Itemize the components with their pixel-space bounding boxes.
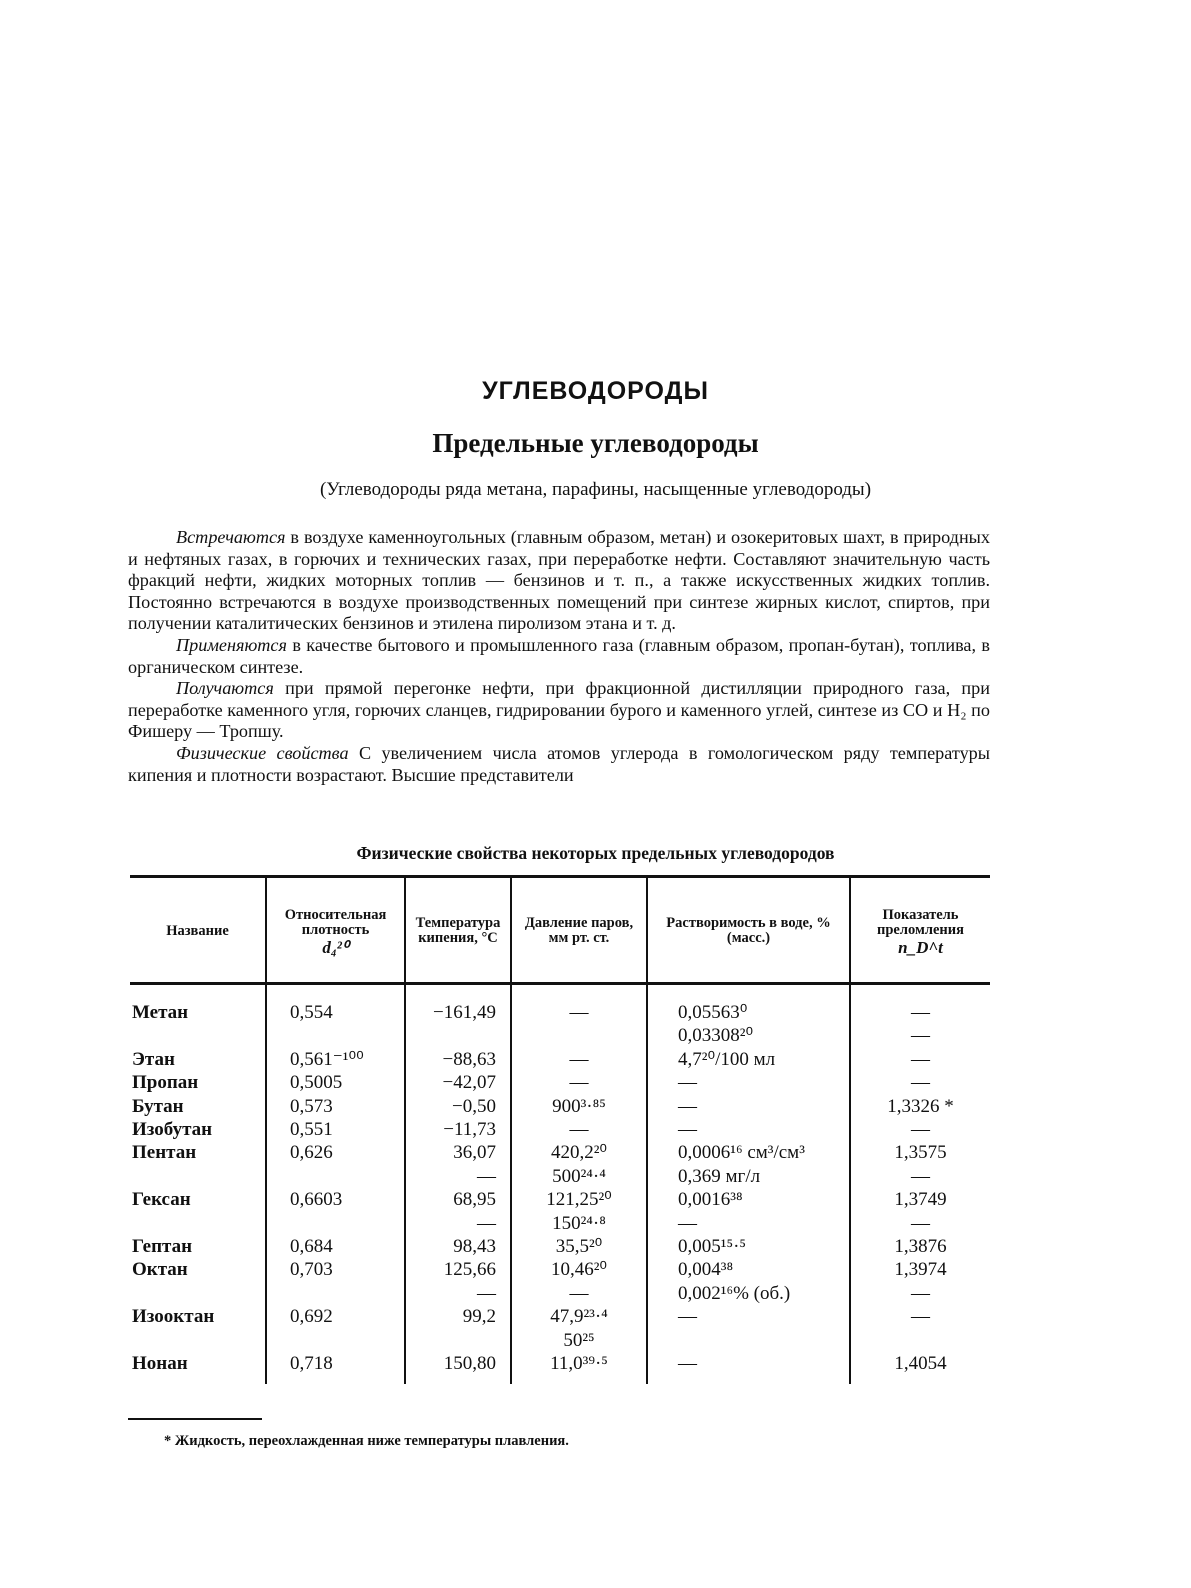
paragraph-applications — [128, 635, 990, 678]
cell-bp: 99,2 — [405, 1305, 511, 1352]
cell-vp: 35,5²⁰ — [511, 1235, 647, 1258]
refractive-index-symbol: n_D^t — [898, 937, 943, 957]
section-title: УГЛЕВОДОРОДЫ — [482, 377, 709, 405]
cell-vp: 11,0³⁹·⁵ — [511, 1352, 647, 1383]
header-vapor-pressure: Давление паров, мм рт. ст. — [511, 877, 647, 984]
cell-vp: 420,2²⁰ 500²⁴·⁴ — [511, 1141, 647, 1188]
cell-sol: 0,0006¹⁶ см³/см³ 0,369 мг/л — [647, 1141, 850, 1188]
table-row — [130, 1095, 990, 1118]
table-row — [130, 1235, 990, 1258]
cell-vp: — — [511, 984, 647, 1048]
cell-ri: — — [850, 1305, 990, 1352]
cell-name: Октан — [132, 1259, 188, 1281]
cell-density: 0,684 — [266, 1235, 405, 1258]
cell-density: 0,718 — [266, 1352, 405, 1383]
subtitle: Предельные углеводороды — [432, 428, 759, 458]
cell-ri: 1,3876 — [850, 1235, 990, 1258]
table-row — [130, 1352, 990, 1383]
cell-vp: 10,46²⁰ — — [511, 1258, 647, 1305]
alternative-names: (Углеводороды ряда метана, парафины, насыщенные углеводороды) — [319, 479, 872, 500]
cell-sol: 4,7²⁰/100 мл — [647, 1048, 850, 1071]
cell-ri: 1,3749 — — [850, 1188, 990, 1235]
table-row — [130, 1071, 990, 1094]
cell-density: 0,626 — [266, 1141, 405, 1188]
cell-ri: — — [850, 1048, 990, 1071]
cell-sol: — — [647, 1071, 850, 1094]
cell-name: Гептан — [132, 1236, 193, 1258]
cell-density: 0,554 — [266, 984, 405, 1048]
cell-ri: 1,4054 — [850, 1352, 990, 1383]
body-text — [128, 527, 990, 786]
paragraph-lead: Встречаются — [176, 527, 286, 547]
density-symbol: d₄²⁰ — [322, 937, 349, 957]
header-boiling-point: Температура кипения, °С — [405, 877, 511, 984]
cell-bp: −161,49 — [405, 984, 511, 1048]
table-header-row — [130, 877, 990, 984]
table-caption: Физические свойства некоторых предельных углеводородов — [356, 843, 835, 863]
header-refractive-index: Показатель преломления n_D^t — [850, 877, 990, 984]
cell-vp: — — [511, 1118, 647, 1141]
cell-vp: 121,25²⁰ 150²⁴·⁸ — [511, 1188, 647, 1235]
cell-sol: 0,0016³⁸ — — [647, 1188, 850, 1235]
cell-vp: — — [511, 1071, 647, 1094]
cell-density: 0,551 — [266, 1118, 405, 1141]
table-body — [130, 984, 990, 1384]
cell-bp: −0,50 — [405, 1095, 511, 1118]
cell-density: 0,561⁻¹⁰⁰ — [266, 1048, 405, 1071]
cell-name: Этан — [132, 1048, 175, 1070]
cell-ri: — — — [850, 984, 990, 1048]
cell-bp: −88,63 — [405, 1048, 511, 1071]
cell-density: 0,5005 — [266, 1071, 405, 1094]
cell-bp: 36,07 — — [405, 1141, 511, 1188]
cell-sol: 0,004³⁸ 0,002¹⁶% (об.) — [647, 1258, 850, 1305]
table-row — [130, 1188, 990, 1235]
cell-name: Пропан — [132, 1072, 199, 1094]
cell-ri: — — [850, 1071, 990, 1094]
cell-vp: 47,9²³·⁴ 50²⁵ — [511, 1305, 647, 1352]
table-row — [130, 984, 990, 1048]
paragraph-lead: Применяются — [176, 634, 287, 655]
cell-name: Нонан — [132, 1353, 188, 1375]
cell-sol: 0,005¹⁵·⁵ — [647, 1235, 850, 1258]
cell-density: 0,692 — [266, 1305, 405, 1352]
table-row — [130, 1258, 990, 1305]
cell-name: Изооктан — [132, 1306, 215, 1328]
cell-vp: — — [511, 1048, 647, 1071]
cell-sol: 0,05563⁰ 0,03308²⁰ — [647, 984, 850, 1048]
cell-bp: −42,07 — [405, 1071, 511, 1094]
properties-table — [130, 875, 990, 1384]
table-row — [130, 1048, 990, 1071]
header-density: Относительная плотность d₄²⁰ — [266, 877, 405, 984]
cell-bp: 98,43 — [405, 1235, 511, 1258]
cell-name: Бутан — [132, 1095, 184, 1117]
paragraph-production — [128, 678, 990, 743]
table-row — [130, 1141, 990, 1188]
cell-bp: −11,73 — [405, 1118, 511, 1141]
paragraph-physical-properties — [128, 743, 990, 786]
cell-density: 0,573 — [266, 1095, 405, 1118]
cell-sol: — — [647, 1118, 850, 1141]
cell-ri: 1,3974 — — [850, 1258, 990, 1305]
cell-name: Метан — [132, 1002, 189, 1023]
cell-ri: — — [850, 1118, 990, 1141]
footnote: * Жидкость, переохлажденная ниже температуры плавления. — [164, 1433, 569, 1449]
cell-name: Гексан — [132, 1189, 191, 1211]
paragraph-text: при прямой перегонке нефти, при фракционной дистилляции природного газа, при переработке каменного угля, горючих сланцев, гидрировании бурого и каменного углей, синтезе из CO и H₂ по Фишеру — Тропшу. — [128, 678, 990, 742]
cell-density: 0,6603 — [266, 1188, 405, 1235]
cell-name: Пентан — [132, 1142, 197, 1164]
paragraph-occurrence — [128, 527, 990, 635]
cell-ri: 1,3326 * — [850, 1095, 990, 1118]
header-solubility: Растворимость в воде, % (масс.) — [647, 877, 850, 984]
cell-bp: 125,66 — — [405, 1258, 511, 1305]
cell-bp: 68,95 — — [405, 1188, 511, 1235]
cell-vp: 900³·⁸⁵ — [511, 1095, 647, 1118]
table-row — [130, 1118, 990, 1141]
cell-bp: 150,80 — [405, 1352, 511, 1383]
header-name: Название — [130, 877, 266, 984]
cell-sol: — — [647, 1305, 850, 1352]
cell-sol: — — [647, 1095, 850, 1118]
cell-ri: 1,3575 — — [850, 1141, 990, 1188]
cell-name: Изобутан — [132, 1119, 213, 1141]
cell-sol: — — [647, 1352, 850, 1383]
paragraph-text: в воздухе каменноугольных (главным образом, метан) и озокеритовых шахт, в природных и нефтяных газах, в горючих и технических газах, при переработке нефти. Составляют значительную часть фракций нефти, жидких моторных топлив — бензинов и т. п., а также искусственных жидких топлив. Постоянно встречаются в воздухе производственных помещений при синтезе жирных кислот, спиртов, при получении каталитических бензинов и этилена пиролизом этана и т. д. — [128, 527, 990, 634]
cell-density: 0,703 — [266, 1258, 405, 1305]
paragraph-lead: Получаются — [176, 678, 274, 699]
footnote-divider — [128, 1418, 262, 1420]
paragraph-text: С увеличением числа атомов углерода в гомологическом ряду температуры кипения и плотности возрастают. Высшие представители — [128, 742, 990, 785]
table-row — [130, 1305, 990, 1352]
paragraph-text: в качестве бытового и промышленного газа (главным образом, пропан-бутан), топлива, в органическом синтезе. — [128, 634, 990, 677]
paragraph-lead: Физические свойства — [176, 742, 349, 763]
